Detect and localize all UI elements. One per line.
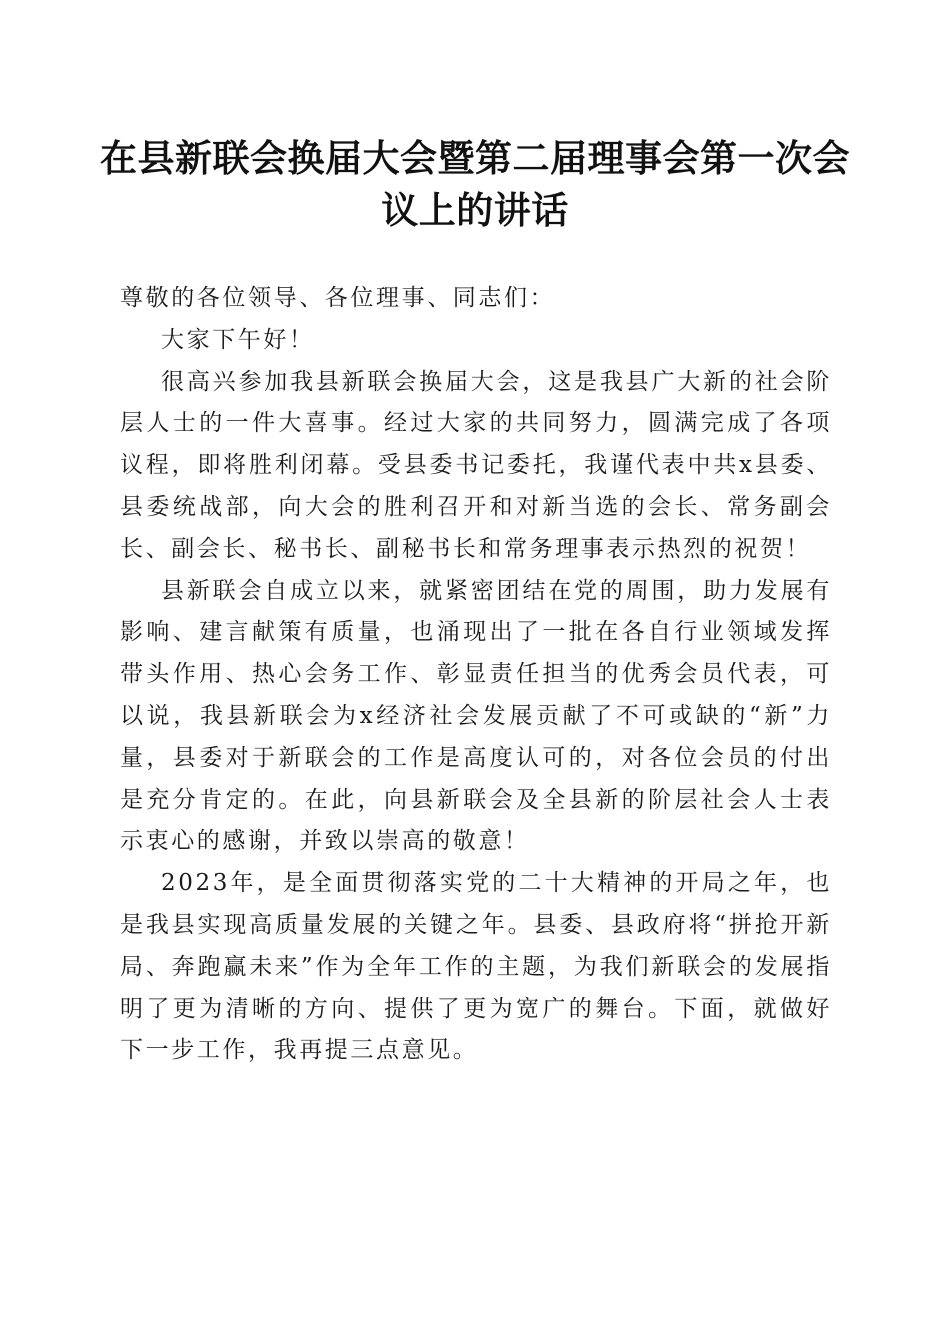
greeting: 大家下午好！: [161, 326, 315, 353]
paragraph-2: 县新联会自成立以来，就紧密团结在党的周围，助力发展有影响、建言献策有质量，也涌现出了一批在各自行业领域发挥带头作用、热心会务工作、彰显责任担当的优秀会员代表，可以说，我县新联会为x经济社会发展贡献了不可或缺的“新”力量，县委对于新联会的工作是高度认可的，对各位会员的付出是充分肯定的。在此，向县新联会及全县新的阶层社会人士表示衷心的感谢，并致以崇高的敬意！: [120, 577, 832, 855]
document-title: 在县新联会换届大会暨第二届理事会第一次会议上的讲话: [100, 136, 850, 232]
salutation: 尊敬的各位领导、各位理事、同志们：: [120, 285, 556, 311]
document-body: [120, 278, 832, 1072]
paragraph-3: 2023年，是全面贯彻落实党的二十大精神的开局之年，也是我县实现高质量发展的关键之年。县委、县政府将“拼抢开新局、奔跑赢未来”作为全年工作的主题，为我们新联会的发展指明了更为清晰的方向、提供了更为宽广的舞台。下面，就做好下一步工作，我再提三点意见。: [120, 870, 832, 1064]
paragraph-1: 很高兴参加我县新联会换届大会，这是我县广大新的社会阶层人士的一件大喜事。经过大家的共同努力，圆满完成了各项议程，即将胜利闭幕。受县委书记委托，我谨代表中共x县委、县委统战部，向大会的胜利召开和对新当选的会长、常务副会长、副会长、秘书长、副秘书长和常务理事表示热烈的祝贺！: [120, 368, 832, 562]
